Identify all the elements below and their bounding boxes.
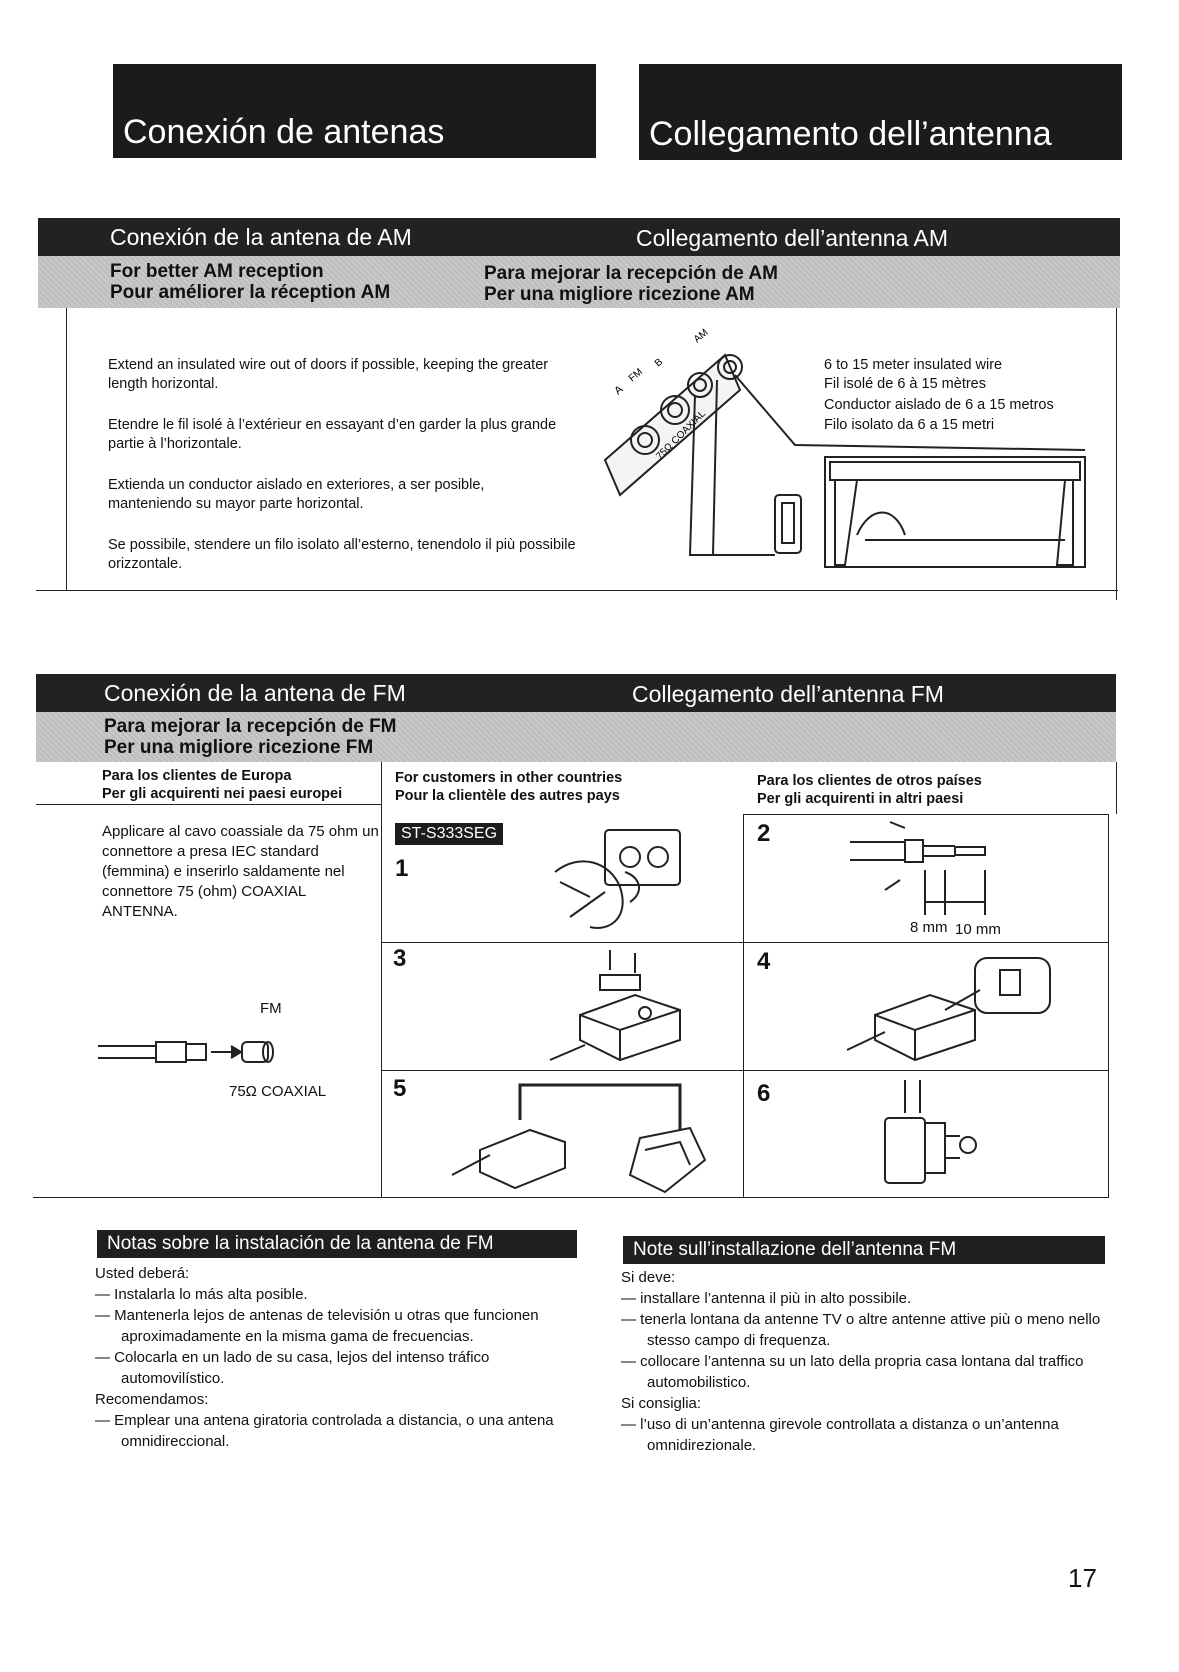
fm-grid-row-top bbox=[743, 814, 1109, 815]
notes-it-intro: Si deve: bbox=[621, 1269, 676, 1286]
notes-es-item-3: — Colocarla en un lado de su casa, lejos del intenso tráfico automovilístico. bbox=[95, 1349, 490, 1387]
am-subheader-band bbox=[38, 256, 1120, 308]
notes-es-body bbox=[95, 1263, 585, 1452]
fm-col-header-other-en bbox=[395, 769, 622, 805]
fm-grid-row-1 bbox=[381, 942, 1109, 943]
fm-grid-right-upper bbox=[1116, 762, 1117, 814]
am-sub-it: Per una migliore ricezione AM bbox=[484, 284, 755, 305]
am-sub-en: For better AM reception bbox=[110, 261, 324, 282]
am-label-fm: FM bbox=[626, 366, 646, 385]
am-label-am: AM bbox=[691, 327, 711, 346]
notes-it-body bbox=[621, 1267, 1116, 1456]
fm-col-header-europe-it: Per gli acquirenti nei paesi europei bbox=[102, 786, 343, 802]
fm-grid-row-2 bbox=[381, 1070, 1109, 1071]
notes-it-header bbox=[623, 1236, 1105, 1264]
notes-es-item-2: — Mantenerla lejos de antenas de televisión u otras que funcionen aproximadamente en la misma gama de frecuencias. bbox=[95, 1307, 539, 1345]
fm-header-left: Conexión de la antena de FM bbox=[104, 680, 406, 706]
fm-col-header-other-en-line1: For customers in other countries bbox=[395, 770, 623, 786]
fm-grid-vert-2 bbox=[743, 814, 744, 1198]
am-header-bar bbox=[38, 218, 1120, 256]
fm-model-badge: ST-S333SEG bbox=[395, 823, 503, 845]
fm-header-bar bbox=[36, 674, 1116, 712]
am-antenna-illustration bbox=[595, 327, 1095, 575]
am-paragraph-it: Se possibile, stendere un filo isolato all’esterno, tenendolo il più possibile orizzontale. bbox=[108, 537, 576, 572]
am-left-border bbox=[66, 308, 67, 590]
page-title-left-text: Conexión de antenas bbox=[123, 113, 445, 151]
notes-es-header bbox=[97, 1230, 577, 1258]
notes-it-recommend: Si consiglia: bbox=[621, 1395, 702, 1412]
fm-grid-vert-3 bbox=[1108, 814, 1109, 1198]
fm-sub-es: Para mejorar la recepción de FM bbox=[104, 716, 397, 737]
notes-it-header-text: Note sull’installazione dell’antenna FM bbox=[633, 1239, 957, 1260]
am-wire-label-es: Conductor aislado de 6 a 15 metros bbox=[824, 397, 1054, 413]
fm-step-2-dim-8mm: 8 mm bbox=[910, 919, 948, 936]
fm-sub-it: Per una migliore ricezione FM bbox=[104, 737, 374, 758]
notes-es-rec-item-1: — Emplear una antena giratoria controlada a distancia, o una antena omnidireccional. bbox=[95, 1412, 554, 1450]
fm-step-2-dim-10mm: 10 mm bbox=[955, 921, 1001, 938]
fm-step-4-illustration bbox=[845, 950, 1055, 1065]
am-paragraph-es: Extienda un conductor aislado en exteriores, a ser posible, manteniendo su mayor parte horizontal. bbox=[108, 477, 485, 512]
fm-col-header-europe-es: Para los clientes de Europa bbox=[102, 768, 292, 784]
fm-header-rule bbox=[36, 804, 382, 805]
am-label-coaxial: 75Ω COAXIAL bbox=[654, 408, 708, 463]
fm-col-header-other-en-line2: Pour la clientèle des autres pays bbox=[395, 788, 620, 804]
fm-connector-coaxial-label: 75Ω COAXIAL bbox=[229, 1083, 327, 1100]
fm-step-5-illustration bbox=[450, 1080, 720, 1195]
fm-step-4-number: 4 bbox=[757, 948, 771, 975]
page-title-right-text: Collegamento dell’antenna bbox=[649, 115, 1052, 153]
fm-step-1-number: 1 bbox=[395, 855, 409, 882]
am-wire-label-fr: Fil isolé de 6 à 15 mètres bbox=[824, 376, 986, 392]
am-wire-label-en: 6 to 15 meter insulated wire bbox=[824, 357, 1003, 373]
page-title-right bbox=[639, 64, 1122, 160]
notes-it-item-1: — installare l’antenna il più in alto possibile. bbox=[621, 1290, 912, 1307]
fm-connector-illustration bbox=[96, 1032, 286, 1072]
fm-subheader-band bbox=[36, 712, 1116, 762]
am-label-a: A bbox=[612, 383, 626, 398]
am-label-b: B bbox=[652, 356, 666, 370]
am-right-border bbox=[1116, 308, 1117, 600]
fm-step-1-illustration bbox=[550, 822, 710, 937]
fm-col-header-europe bbox=[102, 767, 342, 803]
notes-it-rec-item-1: — l’uso di un’antenna girevole controllata a distanza o un’antenna omnidirezionale. bbox=[621, 1416, 1059, 1454]
fm-header-right: Collegamento dell’antenna FM bbox=[632, 681, 944, 707]
fm-step-6-illustration bbox=[880, 1078, 1000, 1193]
notes-es-intro: Usted deberá: bbox=[95, 1265, 190, 1282]
am-sub-es: Para mejorar la recepción de AM bbox=[484, 263, 778, 284]
fm-step-5-number: 5 bbox=[393, 1075, 407, 1102]
am-paragraph-fr: Etendre le fil isolé à l’extérieur en essayant d’en garder la plus grande partie à l’horizontale. bbox=[108, 417, 557, 452]
fm-col-header-other-es bbox=[757, 772, 982, 808]
notes-it-item-2: — tenerla lontana da antenne TV o altre antenne attive più o meno nello stesso campo di frequenza. bbox=[621, 1311, 1101, 1349]
am-header-left: Conexión de la antena de AM bbox=[110, 224, 412, 250]
fm-step-3-illustration bbox=[540, 945, 700, 1065]
fm-col-header-other-es-line1: Para los clientes de otros países bbox=[757, 773, 982, 789]
fm-step-2-illustration bbox=[845, 820, 1015, 920]
am-bottom-rule bbox=[36, 590, 1118, 591]
notes-es-item-1: — Instalarla lo más alta posible. bbox=[95, 1286, 308, 1303]
am-wire-label-it: Filo isolato da 6 a 15 metri bbox=[824, 417, 995, 433]
am-paragraph-en: Extend an insulated wire out of doors if possible, keeping the greater length horizontal. bbox=[108, 357, 549, 392]
notes-es-recommend: Recomendamos: bbox=[95, 1391, 209, 1408]
page-number: 17 bbox=[1068, 1563, 1097, 1593]
fm-step-2-number: 2 bbox=[757, 820, 771, 847]
am-sub-fr: Pour améliorer la réception AM bbox=[110, 282, 391, 303]
fm-connector-fm-label: FM bbox=[260, 1000, 282, 1017]
notes-it-item-3: — collocare l’antenna su un lato della propria casa lontana dal traffico automobilistico. bbox=[621, 1353, 1084, 1391]
fm-step-6-number: 6 bbox=[757, 1080, 771, 1107]
fm-grid-bottom bbox=[33, 1197, 1109, 1198]
page-title-left bbox=[113, 64, 596, 158]
fm-step-3-number: 3 bbox=[393, 945, 407, 972]
fm-europe-text: Applicare al cavo coassiale da 75 ohm un connettore a presa IEC standard (femmina) e inserirlo saldamente nel connettore 75 (ohm) COAXIAL ANTENNA. bbox=[102, 823, 379, 920]
notes-es-header-text: Notas sobre la instalación de la antena de FM bbox=[107, 1233, 494, 1254]
am-header-right: Collegamento dell’antenna AM bbox=[636, 225, 948, 251]
fm-col-header-other-es-line2: Per gli acquirenti in altri paesi bbox=[757, 791, 964, 807]
